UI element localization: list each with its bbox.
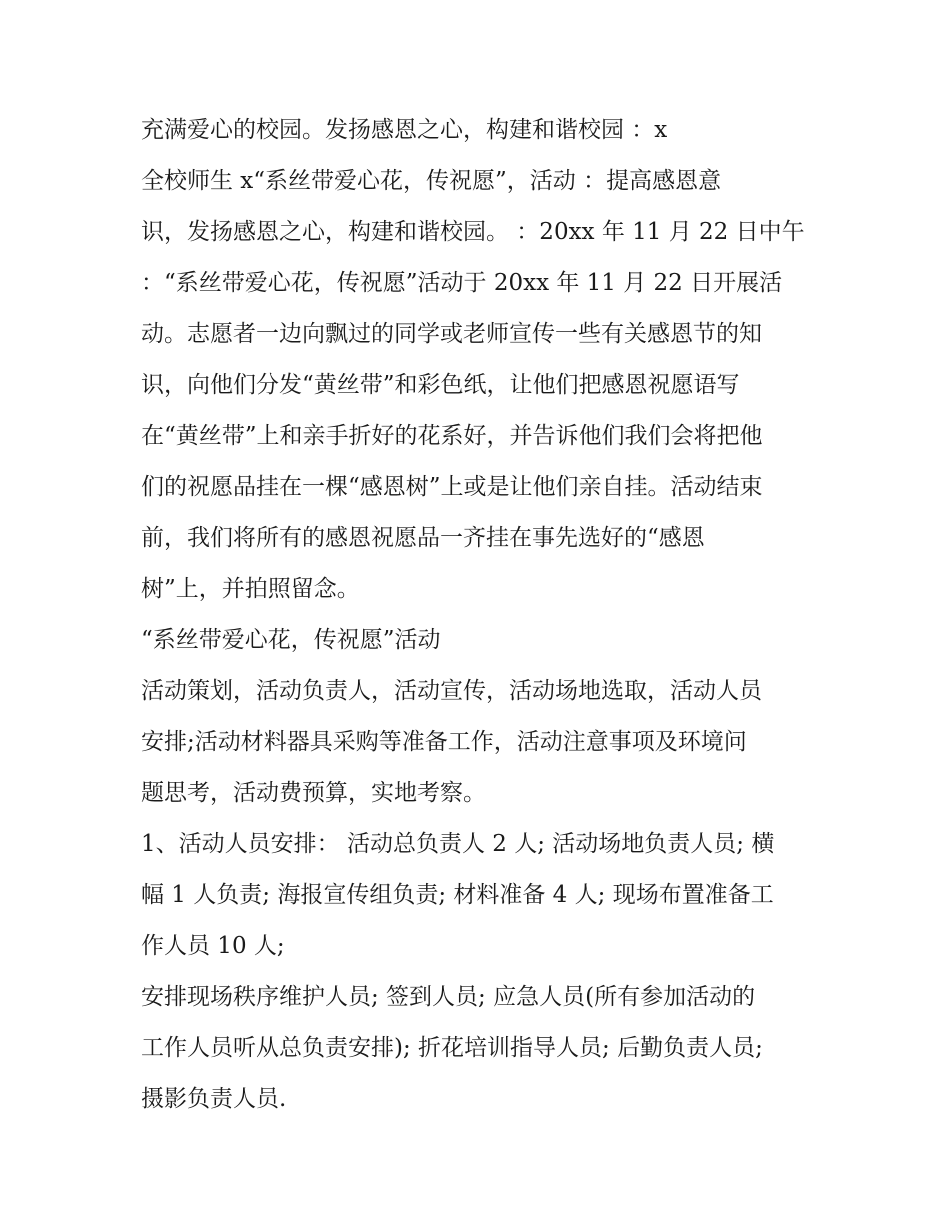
text-line: 识，发扬感恩之心，构建和谐校园。 ：20xx 年 11 月 22 日中午 (141, 219, 805, 245)
text-line: 前，我们将所有的感恩祝愿品一齐挂在事先选好的“感恩 (141, 525, 705, 551)
section-heading: “系丝带爱心花，传祝愿”活动 (141, 627, 441, 653)
text-line: ：“系丝带爱心花，传祝愿”活动于 20xx 年 11 月 22 日开展活 (141, 270, 783, 296)
text-line: 充满爱心的校园。发扬感恩之心，构建和谐校园 ：x (141, 117, 668, 143)
text-line: 安排;活动材料器具采购等准备工作，活动注意事项及环境问 (141, 729, 747, 755)
text-line: 工作人员听从总负责安排); 折花培训指导人员; 后勤负责人员; (141, 1035, 763, 1061)
text-line: 幅 1 人负责; 海报宣传组负责; 材料准备 4 人; 现场布置准备工 (141, 882, 774, 908)
text-line: 1、活动人员安排： 活动总负责人 2 人; 活动场地负责人员; 横 (141, 831, 775, 857)
text-line: 题思考，活动费预算，实地考察。 (141, 780, 486, 806)
text-line: 安排现场秩序维护人员; 签到人员; 应急人员(所有参加活动的 (141, 984, 756, 1010)
text-line: 作人员 10 人; (141, 933, 285, 959)
text-line: 在“黄丝带”上和亲手折好的花系好，并告诉他们我们会将把他 (141, 423, 763, 449)
text-line: 们的祝愿品挂在一棵“感恩树”上或是让他们亲自挂。活动结束 (141, 474, 763, 500)
text-line: 摄影负责人员. (141, 1086, 287, 1112)
text-line: 动。志愿者一边向飘过的同学或老师宣传一些有关感恩节的知 (141, 321, 762, 347)
text-line: 识，向他们分发“黄丝带”和彩色纸，让他们把感恩祝愿语写 (141, 372, 740, 398)
text-line: 活动策划，活动负责人，活动宣传，活动场地选取，活动人员 (141, 678, 762, 704)
text-line: 树”上，并拍照留念。 (141, 576, 360, 602)
text-line: 全校师生 x“系丝带爱心花，传祝愿”，活动 ：提高感恩意 (141, 168, 722, 194)
document-body (141, 105, 821, 1125)
